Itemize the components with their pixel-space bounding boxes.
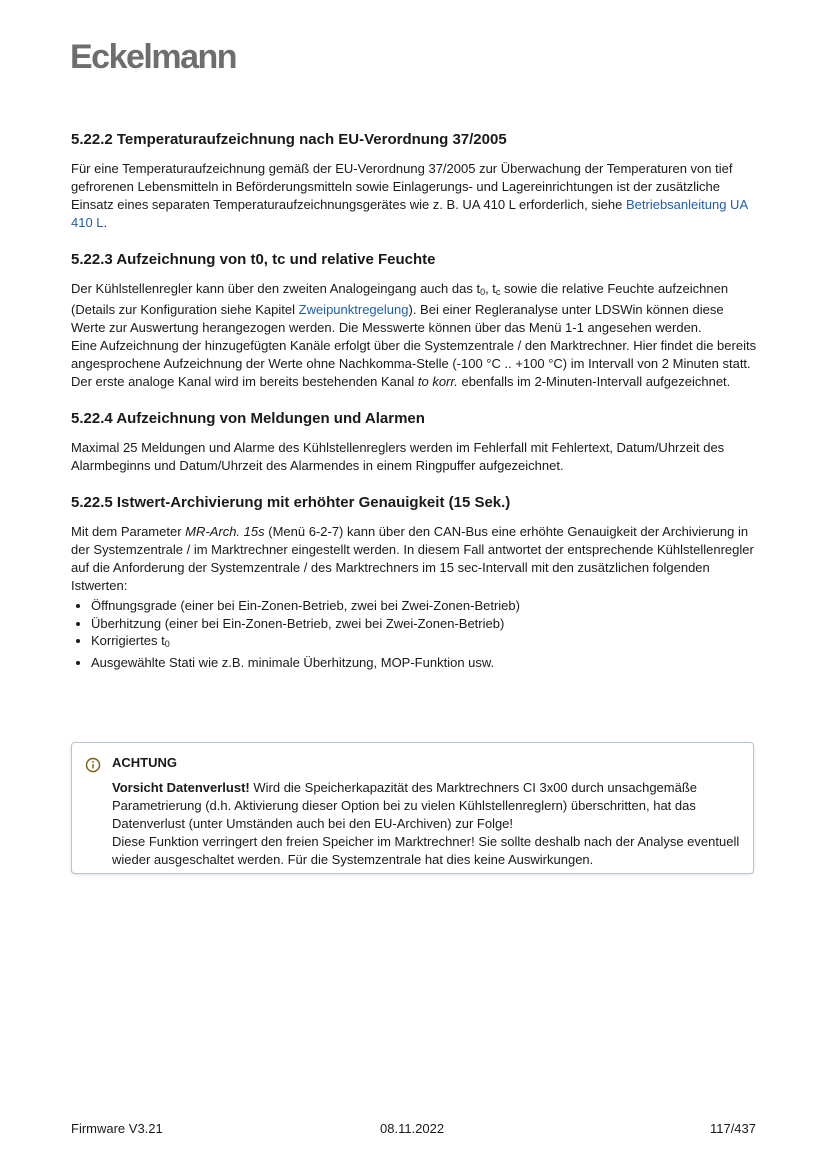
- text-span: .: [103, 215, 108, 230]
- main-content: [71, 130, 761, 689]
- warning-callout: [71, 742, 754, 874]
- section-title: 5.22.5 Istwert-Archivierung mit erhöhter Genauigkeit (15 Sek.): [71, 494, 511, 511]
- text-span: Der Kühlstellenregler kann über den zweiten Analogeingang auch das t: [71, 281, 481, 296]
- text-span: Mit dem Parameter: [71, 524, 186, 539]
- info-icon: [85, 757, 101, 773]
- section-text: Eine Aufzeichnung der hinzugefügten Kanäle erfolgt über die Systemzentrale / den Marktrechner. Hier findet die bereits angesprochene Aufzeichnung der Werte ohne Nachkomma-Stelle (-100 °C .. +100 °C) im Intervall von 2 Minuten statt.: [71, 338, 757, 371]
- text-span: Korrigiertes t: [91, 633, 165, 648]
- section-text: [71, 523, 761, 595]
- list-item: • Überhitzung (einer bei Ein-Zonen-Betrieb, zwei bei Zwei-Zonen-Betrieb): [91, 615, 761, 633]
- subscript: c: [495, 287, 501, 297]
- section-title: 5.22.4 Aufzeichnung von Meldungen und Alarmen: [71, 410, 425, 427]
- callout-text: [112, 779, 742, 833]
- section-messages-alarms: [71, 409, 761, 475]
- section-t0-tc-humidity: [71, 250, 761, 391]
- text-span: sowie die relative Feuchte aufzeichnen (Details zur Konfiguration siehe Kapitel: [71, 281, 729, 317]
- page-number: 117/437: [709, 1121, 756, 1136]
- callout-title: ACHTUNG: [112, 755, 177, 770]
- section-text: Maximal 25 Meldungen und Alarme des Kühlstellenreglers werden im Fehlerfall mit Fehlertext, Datum/Uhrzeit des Alarmbeginns und Datum/Uhrzeit des Alarmendes in einem Ringpuffer aufgezeichnet.: [71, 440, 725, 473]
- text-span: ). Bei einer Regleranalyse unter LDSWin können diese Werte zur Auswertung herangezogen werden. Die Messwerte können über das Menü 1-1 angesehen werden.: [71, 302, 724, 335]
- list-item: • Öffnungsgrade (einer bei Ein-Zonen-Betrieb, zwei bei Zwei-Zonen-Betrieb): [91, 597, 761, 615]
- emphasis: MR-Arch. 15s: [185, 524, 265, 539]
- company-logo: Eckelmann: [70, 38, 237, 76]
- section-text: [71, 373, 761, 391]
- section-eu-temperature-recording: [71, 130, 761, 232]
- callout-body: [112, 779, 742, 869]
- callout-text: Diese Funktion verringert den freien Speicher im Marktrechner! Sie sollte deshalb nach der Analyse eventuell wieder ausgeschaltet werden. Für die Systemzentrale hat dies keine Auswirkungen.: [112, 834, 740, 867]
- text-span: Der erste analoge Kanal wird im bereits bestehenden Kanal: [71, 374, 418, 389]
- section-text: [71, 280, 761, 337]
- text-span: Für eine Temperaturaufzeichnung gemäß der EU-Verordnung 37/2005 zur Überwachung der Temperaturen von tief gefrorenen Lebensmitteln in Beförderungsmitteln sowie Einlagerungs- und Lagereinrichtungen ist der zusätzliche Einsatz eines separaten Temperaturaufzeichnungsgerätes wie z. B. UA 410 L erforderlich, siehe: [71, 161, 733, 212]
- text-span: (Menü 6-2-7) kann über den CAN-Bus eine erhöhte Genauigkeit der Archivierung in der Systemzentrale / im Marktrechner eingestellt werden. In diesem Fall antwortet der entsprechende Kühlstellenregler auf die Anforderung der Systemzentrale / des Marktrechners im 15 sec-Intervall mit den zusätzlichen folgenden Istwerten:: [71, 524, 754, 593]
- list-item: • Ausgewählte Stati wie z.B. minimale Überhitzung, MOP-Funktion usw.: [91, 654, 761, 672]
- section-text: [71, 160, 761, 232]
- link-zweipunktregelung[interactable]: Zweipunktregelung: [298, 302, 409, 317]
- link-betriebsanleitung[interactable]: Betriebsanleitung UA 410 L: [71, 197, 748, 230]
- strong-text: Vorsicht Datenverlust!: [112, 780, 250, 795]
- subscript: 0: [164, 639, 170, 649]
- text-span: Wird die Speicherkapazität des Marktrechners CI 3x00 durch unsachgemäße Parametrierung (d.h. Aktivierung dieser Option bei zu vielen Kühlstellenreglern) überschritten, hat das Datenverlust (unter Umständen auch bei den EU-Archiven) zur Folge!: [112, 780, 698, 831]
- footer-date: 08.11.2022: [380, 1121, 445, 1136]
- subscript: 0: [480, 287, 486, 297]
- emphasis: to korr.: [417, 374, 458, 389]
- text-span: ebenfalls im 2-Minuten-Intervall aufgezeichnet.: [457, 374, 731, 389]
- list-item: [91, 632, 761, 654]
- section-archiving-15s: [71, 493, 761, 671]
- section-title: 5.22.3 Aufzeichnung von t0, tc und relative Feuchte: [71, 251, 436, 268]
- firmware-version: Firmware V3.21: [71, 1121, 163, 1136]
- text-span: , t: [485, 281, 496, 296]
- section-title: 5.22.2 Temperaturaufzeichnung nach EU-Verordnung 37/2005: [71, 131, 507, 148]
- bullet-list: [71, 597, 761, 671]
